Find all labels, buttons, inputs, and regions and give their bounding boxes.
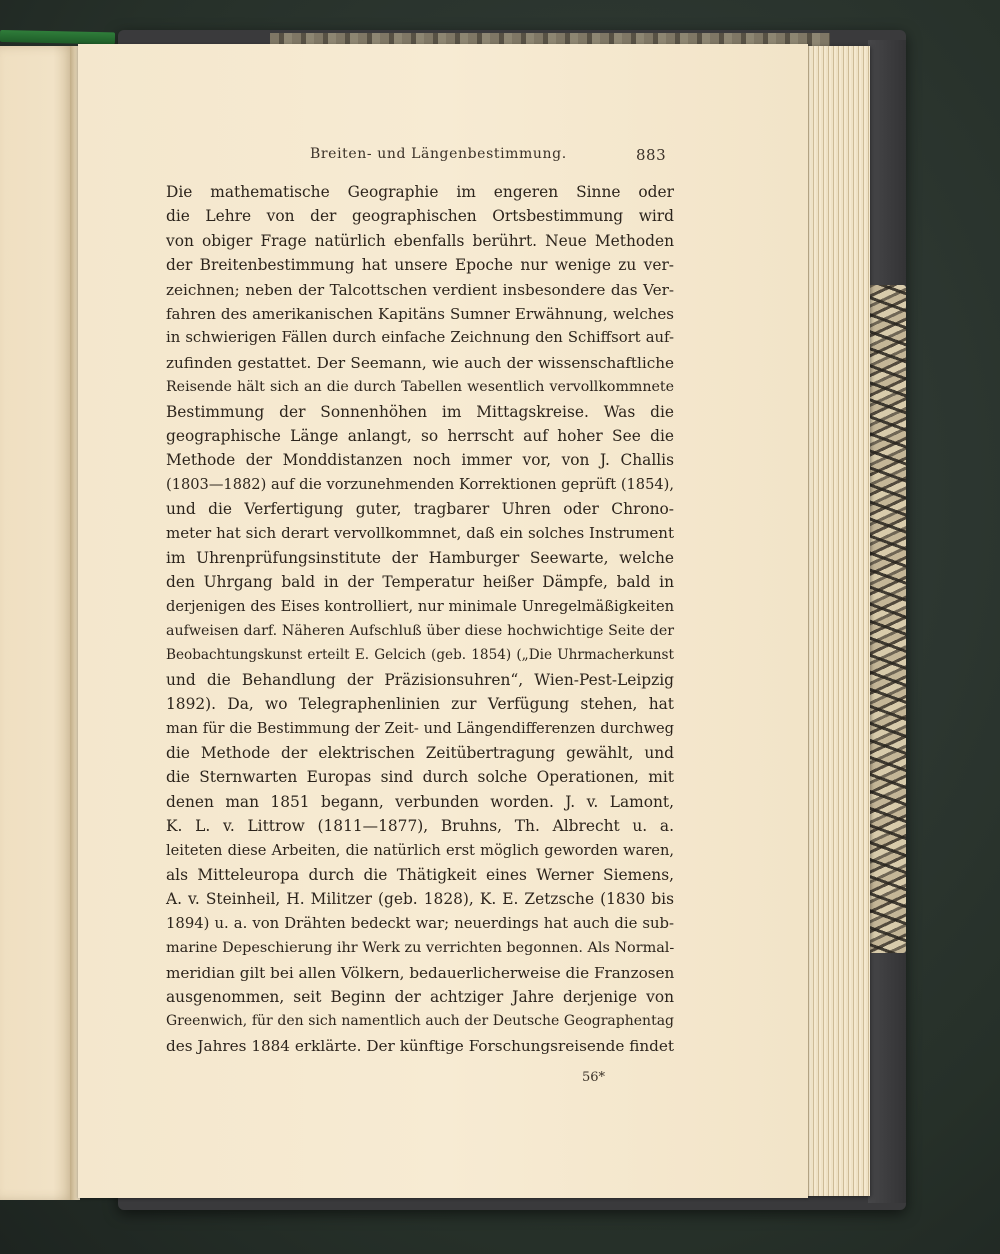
text-line: aufweisen darf. Näheren Aufschluß über diese hochwichtige Seite der bbox=[166, 623, 674, 640]
text-line: ausgenommen, seit Beginn der achtziger Jahre derjenige von bbox=[166, 987, 674, 1006]
text-line: den Uhrgang bald in der Temperatur heißer Dämpfe, bald in bbox=[166, 573, 674, 592]
text-line: und die Behandlung der Präzisionsuhren“, Wien-Pest-Leipzig bbox=[166, 670, 674, 689]
text-line: in schwierigen Fällen durch einfache Zeichnung den Schiffsort auf- bbox=[166, 329, 674, 347]
text-line: zeichnen; neben der Talcottschen verdient insbesondere das Ver- bbox=[166, 280, 674, 299]
text-line: als Mitteleuropa durch die Thätigkeit eines Werner Siemens, bbox=[166, 865, 674, 884]
ribbon-bookmark bbox=[0, 30, 115, 44]
text-line: und die Verfertigung guter, tragbarer Uhren oder Chrono- bbox=[166, 500, 674, 519]
text-line: die Methode der elektrischen Zeitübertragung gewählt, und bbox=[166, 743, 674, 762]
text-line: Methode der Monddistanzen noch immer vor, von J. Challis bbox=[166, 451, 674, 470]
left-page bbox=[0, 46, 76, 1200]
page-block-edge bbox=[806, 46, 870, 1196]
text-line: Beobachtungskunst erteilt E. Gelcich (geb. 1854) („Die Uhrmacherkunst bbox=[166, 647, 674, 664]
text-line: meter hat sich derart vervollkommnet, daß ein solches Instrument bbox=[166, 524, 674, 543]
text-line: der Breitenbestimmung hat unsere Epoche nur wenige zu ver- bbox=[166, 256, 674, 275]
page-number: 883 bbox=[636, 146, 667, 164]
text-line: fahren des amerikanischen Kapitäns Sumner Erwähnung, welches bbox=[166, 304, 674, 323]
running-head: Breiten- und Längenbestimmung. bbox=[310, 146, 567, 162]
text-line: (1803—1882) auf die vorzunehmenden Korrektionen geprüft (1854), bbox=[166, 475, 674, 493]
text-line: im Uhrenprüfungsinstitute der Hamburger Seewarte, welche bbox=[166, 548, 674, 567]
marbled-endpaper-edge bbox=[868, 285, 906, 953]
text-line: Greenwich, für den sich namentlich auch der Deutsche Geographentag bbox=[166, 1013, 674, 1030]
text-line: K. L. v. Littrow (1811—1877), Bruhns, Th. Albrecht u. a. bbox=[166, 817, 674, 836]
text-line: derjenigen des Eises kontrolliert, nur minimale Unregelmäßigkeiten bbox=[166, 597, 674, 615]
text-line: des Jahres 1884 erklärte. Der künftige Forschungsreisende findet bbox=[166, 1036, 674, 1055]
body-text bbox=[166, 180, 674, 1058]
text-line: denen man 1851 begann, verbunden worden. J. v. Lamont, bbox=[166, 792, 674, 811]
text-line: man für die Bestimmung der Zeit- und Längendifferenzen durchweg bbox=[166, 719, 674, 737]
cover-spine-upper bbox=[868, 40, 906, 285]
text-line: marine Depeschierung ihr Werk zu verrichten begonnen. Als Normal- bbox=[166, 940, 675, 957]
text-line: Die mathematische Geographie im engeren Sinne oder bbox=[166, 183, 674, 201]
text-line: 1894) u. a. von Drähten bedeckt war; neuerdings hat auch die sub- bbox=[166, 914, 674, 932]
text-line: Reisende hält sich an die durch Tabellen wesentlich vervollkommnete bbox=[166, 379, 674, 396]
text-line: geographische Länge anlangt, so herrscht auf hoher See die bbox=[166, 426, 674, 445]
text-line: zufinden gestattet. Der Seemann, wie auch der wissenschaftliche bbox=[166, 353, 674, 372]
text-line: die Lehre von der geographischen Ortsbestimmung wird bbox=[166, 207, 674, 226]
text-line: leiteten diese Arbeiten, die natürlich erst möglich geworden waren, bbox=[166, 841, 674, 859]
cover-spine-lower bbox=[868, 953, 906, 1203]
text-line: 1892). Da, wo Telegraphenlinien zur Verfügung stehen, hat bbox=[166, 695, 674, 714]
text-line: Bestimmung der Sonnenhöhen im Mittagskreise. Was die bbox=[166, 402, 674, 421]
text-line: die Sternwarten Europas sind durch solche Operationen, mit bbox=[166, 768, 674, 787]
text-line: A. v. Steinheil, H. Militzer (geb. 1828), K. E. Zetzsche (1830 bis bbox=[166, 890, 674, 909]
text-line: meridian gilt bei allen Völkern, bedauerlicherweise die Franzosen bbox=[166, 963, 675, 982]
text-line: von obiger Frage natürlich ebenfalls berührt. Neue Methoden bbox=[166, 231, 674, 250]
signature-mark: 56* bbox=[582, 1070, 606, 1085]
